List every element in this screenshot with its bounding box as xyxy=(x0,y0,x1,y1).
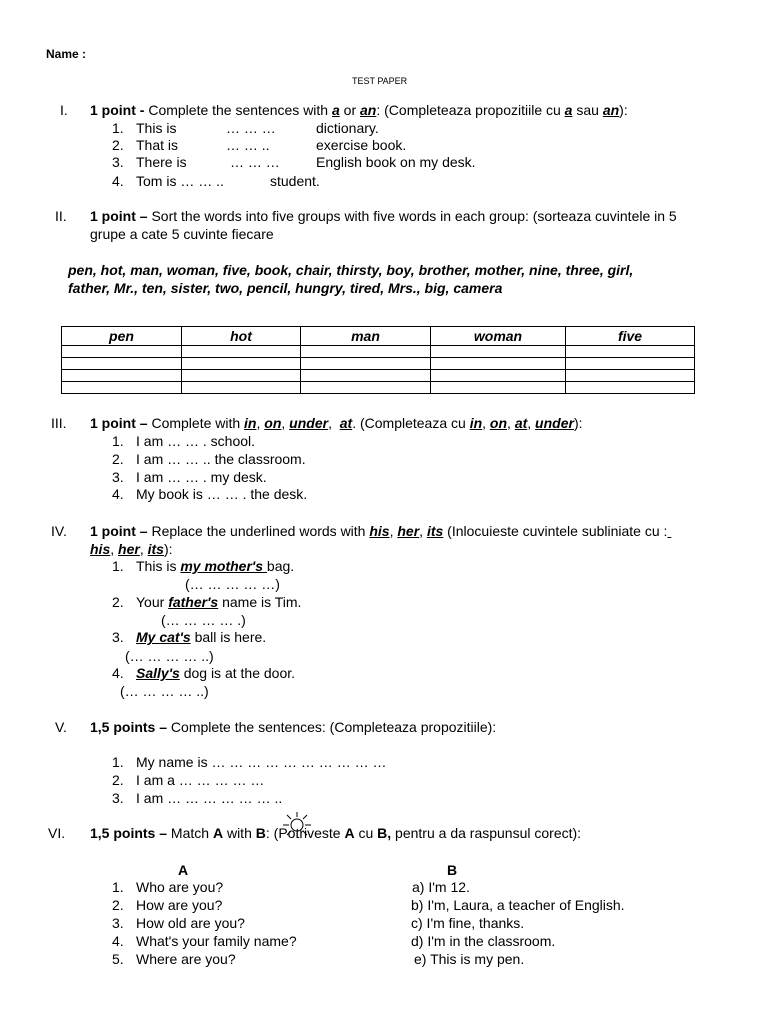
list-item-text: Sally's dog is at the door. xyxy=(136,665,296,681)
question-text: How are you? xyxy=(136,897,223,913)
table-cell[interactable] xyxy=(566,358,695,370)
answer-text: a) I'm 12. xyxy=(412,879,470,895)
section-number: IV. xyxy=(51,523,67,539)
section-number: V. xyxy=(55,719,67,735)
section-number: VI. xyxy=(48,825,66,841)
section-instruction: 1 point - Complete the sentences with a or an: (Completeaza propozitiile cu a sau an): xyxy=(90,102,628,118)
table-cell[interactable] xyxy=(566,370,695,382)
answer-text: c) I'm fine, thanks. xyxy=(411,915,525,931)
list-item: 1. xyxy=(112,433,124,449)
list-item-text: Tom is … … .. xyxy=(136,173,224,189)
section-number: III. xyxy=(51,415,67,431)
list-item-text: exercise book. xyxy=(316,137,407,153)
section-instruction: 1,5 points – Complete the sentences: (Completeaza propozitiile): xyxy=(90,719,497,735)
table-header: pen xyxy=(62,327,182,346)
list-item: 1. xyxy=(112,754,124,770)
list-item-text: That is xyxy=(136,137,179,153)
blank: … … .. xyxy=(226,137,270,153)
list-item: 3. xyxy=(112,790,124,806)
section-number: I. xyxy=(60,102,68,118)
table-row xyxy=(62,358,695,370)
answer-text: b) I'm, Laura, a teacher of English. xyxy=(411,897,625,913)
list-item-text: I am a … … … … … xyxy=(136,772,265,788)
list-item: 4. xyxy=(112,933,124,949)
table-cell[interactable] xyxy=(301,382,431,394)
list-item: 1. xyxy=(112,879,124,895)
table-cell[interactable] xyxy=(301,358,431,370)
table-cell[interactable] xyxy=(431,370,566,382)
table-header: man xyxy=(301,327,431,346)
list-item-text: English book on my desk. xyxy=(316,154,476,170)
list-item: 4. xyxy=(112,173,124,189)
table-cell[interactable] xyxy=(62,358,182,370)
table-header: five xyxy=(566,327,695,346)
question-text: Who are you? xyxy=(136,879,224,895)
question-text: What's your family name? xyxy=(136,933,297,949)
blank: … … … xyxy=(230,154,280,170)
list-item-text: student. xyxy=(270,173,320,189)
list-item: 2. xyxy=(112,137,124,153)
table-cell[interactable] xyxy=(62,382,182,394)
sort-table xyxy=(61,326,695,394)
section-number: II. xyxy=(55,208,67,224)
page-title: TEST PAPER xyxy=(352,76,408,86)
list-item-text: I am … … .. the classroom. xyxy=(136,451,306,467)
question-text: How old are you? xyxy=(136,915,245,931)
table-cell[interactable] xyxy=(431,382,566,394)
column-b-header: B xyxy=(447,862,458,878)
table-cell[interactable] xyxy=(431,358,566,370)
list-item-text: My book is … … . the desk. xyxy=(136,486,308,502)
table-cell[interactable] xyxy=(182,370,301,382)
list-item: 3. xyxy=(112,629,124,645)
list-item: 4. xyxy=(112,486,124,502)
list-item: 2. xyxy=(112,451,124,467)
word-list-line-2: father, Mr., ten, sister, two, pencil, hungry, tired, Mrs., big, camera xyxy=(68,280,503,296)
list-item: 5. xyxy=(112,951,124,967)
name-label: Name : xyxy=(46,47,87,61)
blank: (… … … … ..) xyxy=(125,648,214,664)
table-header: woman xyxy=(431,327,566,346)
list-item: 3. xyxy=(112,915,124,931)
list-item-text: Your father's name is Tim. xyxy=(136,594,302,610)
blank: (… … … … ..) xyxy=(120,683,209,699)
list-item-text: This is my mother's bag. xyxy=(136,558,295,574)
blank: (… … … … .) xyxy=(161,612,246,628)
word-list-line-1: pen, hot, man, woman, five, book, chair, thirsty, boy, brother, mother, nine, three, girl, xyxy=(68,262,634,278)
list-item: 2. xyxy=(112,772,124,788)
table-cell[interactable] xyxy=(566,346,695,358)
section-instruction: 1 point – Replace the underlined words with his, her, its (Inlocuieste cuvintele subliniate cu : xyxy=(90,523,668,539)
table-cell[interactable] xyxy=(62,370,182,382)
table-row xyxy=(62,346,695,358)
section-instruction: 1 point – Sort the words into five groups with five words in each group: (sorteaza cuvintele in 5 xyxy=(90,208,677,224)
table-row xyxy=(62,370,695,382)
list-item-text: My cat's ball is here. xyxy=(136,629,267,645)
table-cell[interactable] xyxy=(182,382,301,394)
list-item-text: There is xyxy=(136,154,187,170)
section-instruction: 1 point – Complete with in, on, under, at. (Completeaza cu in, on, at, under): xyxy=(90,415,583,431)
table-cell[interactable] xyxy=(182,346,301,358)
section-instruction: 1,5 points – Match A with B: (Potriveste A cu B, pentru a da raspunsul corect): xyxy=(90,825,582,841)
answer-text: d) I'm in the classroom. xyxy=(411,933,556,949)
table-cell[interactable] xyxy=(182,358,301,370)
list-item: 4. xyxy=(112,665,124,681)
blank: (… … … … …) xyxy=(185,576,280,592)
list-item-text: I am … … . my desk. xyxy=(136,469,267,485)
list-item: 3. xyxy=(112,469,124,485)
table-row xyxy=(62,382,695,394)
table-header: hot xyxy=(182,327,301,346)
list-item: 2. xyxy=(112,897,124,913)
list-item: 1. xyxy=(112,558,124,574)
list-item-text: I am … … … … … … .. xyxy=(136,790,283,806)
table-cell[interactable] xyxy=(62,346,182,358)
table-cell[interactable] xyxy=(566,382,695,394)
table-cell[interactable] xyxy=(301,346,431,358)
list-item: 1. xyxy=(112,120,124,136)
section-instruction-cont: his, her, its): xyxy=(90,541,173,557)
list-item-text: I am … … . school. xyxy=(136,433,256,449)
question-text: Where are you? xyxy=(136,951,236,967)
column-a-header: A xyxy=(178,862,189,878)
list-item-text: My name is … … … … … … … … … … xyxy=(136,754,387,770)
table-cell[interactable] xyxy=(431,346,566,358)
list-item-text: This is xyxy=(136,120,177,136)
answer-text: e) This is my pen. xyxy=(414,951,525,967)
list-item-text: dictionary. xyxy=(316,120,379,136)
list-item: 3. xyxy=(112,154,124,170)
list-item: 2. xyxy=(112,594,124,610)
section-instruction-cont: grupe a cate 5 cuvinte fiecare xyxy=(90,226,274,242)
blank: … … … xyxy=(226,120,276,136)
table-cell[interactable] xyxy=(301,370,431,382)
